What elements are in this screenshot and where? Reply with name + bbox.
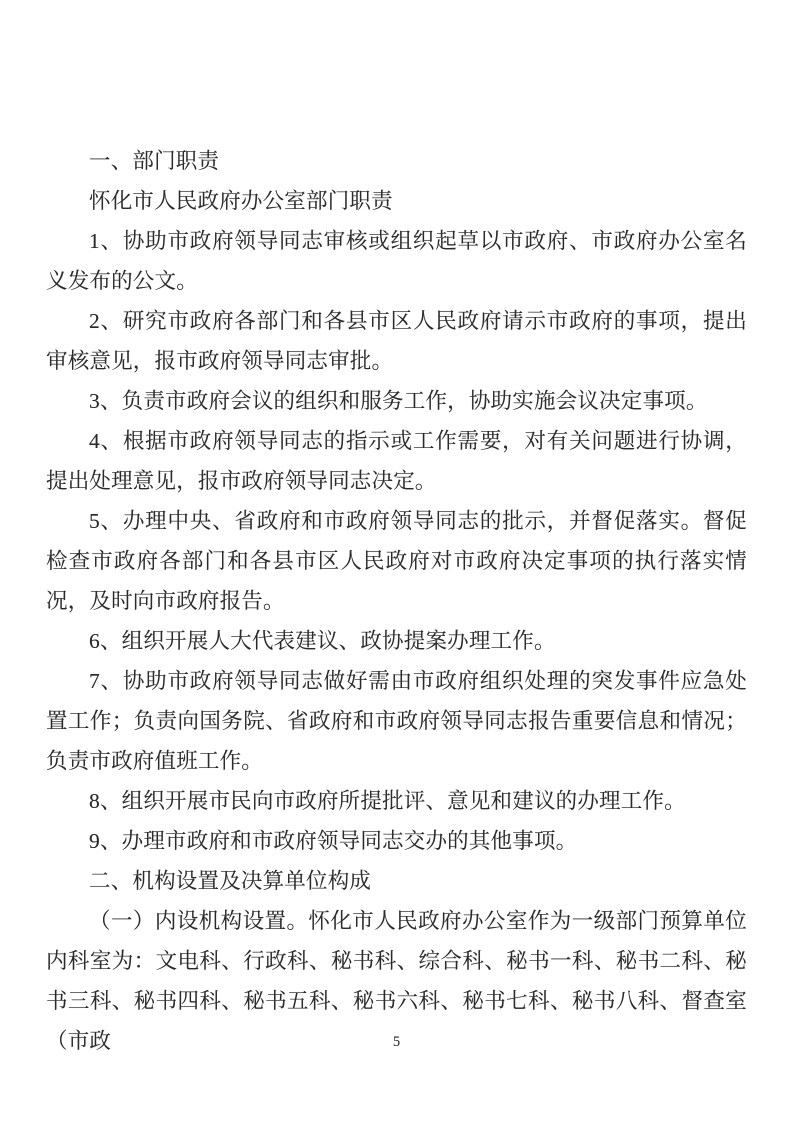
section-heading-2: 二、机构设置及决算单位构成 — [89, 869, 372, 893]
paragraph-item-1: 1、协助市政府领导同志审核或组织起草以市政府、市政府办公室名义发布的公文。 — [46, 229, 747, 293]
paragraph-item-7: 7、协助市政府领导同志做好需由市政府组织处理的突发事件应急处置工作；负责向国务院、省政府和市政府领导同志报告重要信息和情况；负责市政府值班工作。 — [46, 669, 747, 773]
subsection-title: 怀化市人民政府办公室部门职责 — [89, 189, 393, 213]
document-body — [46, 141, 747, 1061]
paragraph-item-2: 2、研究市政府各部门和各县市区人民政府请示市政府的事项，提出审核意见，报市政府领导同志审批。 — [46, 309, 747, 373]
page-number: 5 — [392, 1034, 401, 1050]
paragraph-item-9: 9、办理市政府和市政府领导同志交办的其他事项。 — [89, 829, 578, 853]
paragraph-item-3: 3、负责市政府会议的组织和服务工作，协助实施会议决定事项。 — [89, 389, 708, 413]
paragraph-internal-orgs: （一）内设机构设置。怀化市人民政府办公室作为一级部门预算单位内科室为：文电科、行政科、秘书科、综合科、秘书一科、秘书二科、秘书三科、秘书四科、秘书五科、秘书六科、秘书七科、秘书八科、督查室（市政 — [46, 909, 747, 1053]
paragraph-item-8: 8、组织开展市民向市政府所提批评、意见和建议的办理工作。 — [89, 789, 686, 813]
paragraph-item-6: 6、组织开展人大代表建议、政协提案办理工作。 — [89, 629, 556, 653]
paragraph-item-4: 4、根据市政府领导同志的指示或工作需要，对有关问题进行协调，提出处理意见，报市政府领导同志决定。 — [46, 429, 747, 493]
section-heading: 一、部门职责 — [89, 149, 220, 173]
paragraph-item-5: 5、办理中央、省政府和市政府领导同志的批示，并督促落实。督促检查市政府各部门和各县市区人民政府对市政府决定事项的执行落实情况，及时向市政府报告。 — [46, 509, 747, 613]
